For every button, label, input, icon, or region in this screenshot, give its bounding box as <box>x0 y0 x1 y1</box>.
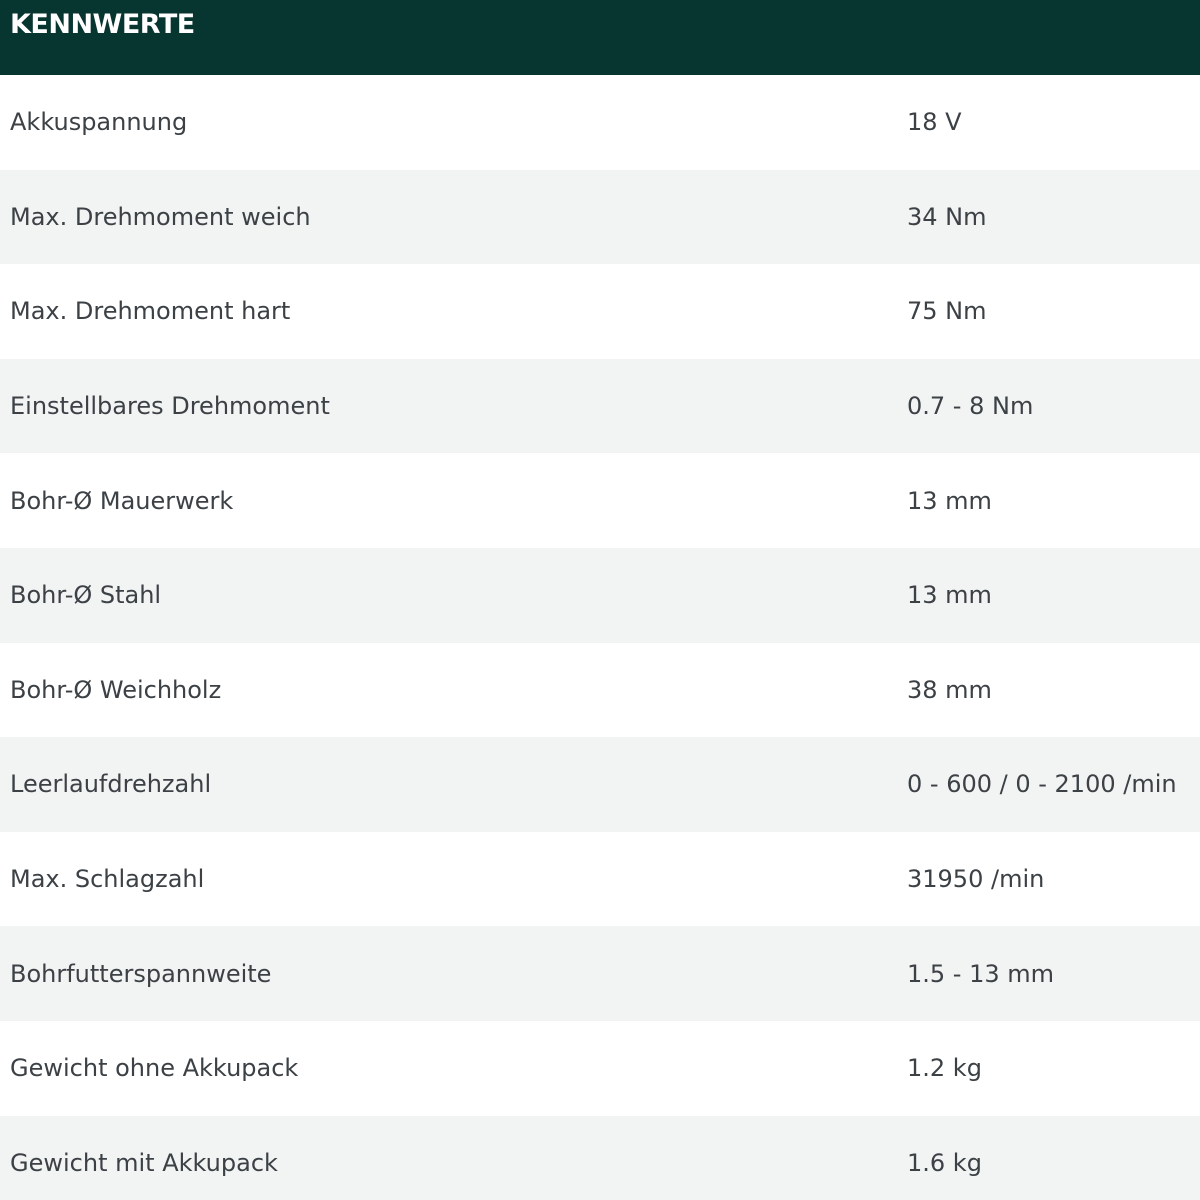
spec-label: Max. Drehmoment weich <box>10 202 311 231</box>
spec-label: Einstellbares Drehmoment <box>10 392 330 421</box>
spec-row <box>0 170 1200 265</box>
spec-value: 0 - 600 / 0 - 2100 /min <box>907 770 1177 799</box>
spec-value: 0.7 - 8 Nm <box>907 392 1034 421</box>
spec-value: 13 mm <box>907 581 992 610</box>
spec-label: Max. Schlagzahl <box>10 865 205 894</box>
spec-label: Leerlaufdrehzahl <box>10 770 212 799</box>
spec-value: 1.5 - 13 mm <box>907 959 1055 988</box>
spec-row <box>0 926 1200 1021</box>
spec-label: Bohr-Ø Stahl <box>10 581 162 610</box>
spec-row <box>0 832 1200 927</box>
spec-header <box>0 0 1200 75</box>
spec-value: 34 Nm <box>907 202 987 231</box>
spec-label: Gewicht ohne Akkupack <box>10 1054 299 1083</box>
spec-value: 13 mm <box>907 486 992 515</box>
spec-label: Bohr-Ø Weichholz <box>10 675 222 704</box>
spec-label: Akkuspannung <box>10 108 188 137</box>
spec-row <box>0 548 1200 643</box>
spec-row <box>0 453 1200 548</box>
spec-label: Max. Drehmoment hart <box>10 297 291 326</box>
spec-row <box>0 643 1200 738</box>
spec-row <box>0 264 1200 359</box>
spec-table <box>0 75 1200 1200</box>
spec-row <box>0 1116 1200 1200</box>
spec-value: 18 V <box>907 108 962 137</box>
spec-label: Bohr-Ø Mauerwerk <box>10 486 234 515</box>
spec-label: Gewicht mit Akkupack <box>10 1148 278 1177</box>
spec-row <box>0 75 1200 170</box>
spec-row <box>0 737 1200 832</box>
spec-value: 75 Nm <box>907 297 987 326</box>
spec-label: Bohrfutterspannweite <box>10 959 272 988</box>
spec-row <box>0 359 1200 454</box>
spec-row <box>0 1021 1200 1116</box>
spec-value: 31950 /min <box>907 865 1045 894</box>
spec-value: 38 mm <box>907 675 992 704</box>
spec-value: 1.6 kg <box>907 1148 982 1177</box>
spec-value: 1.2 kg <box>907 1054 982 1083</box>
spec-title: KENNWERTE <box>10 9 195 40</box>
